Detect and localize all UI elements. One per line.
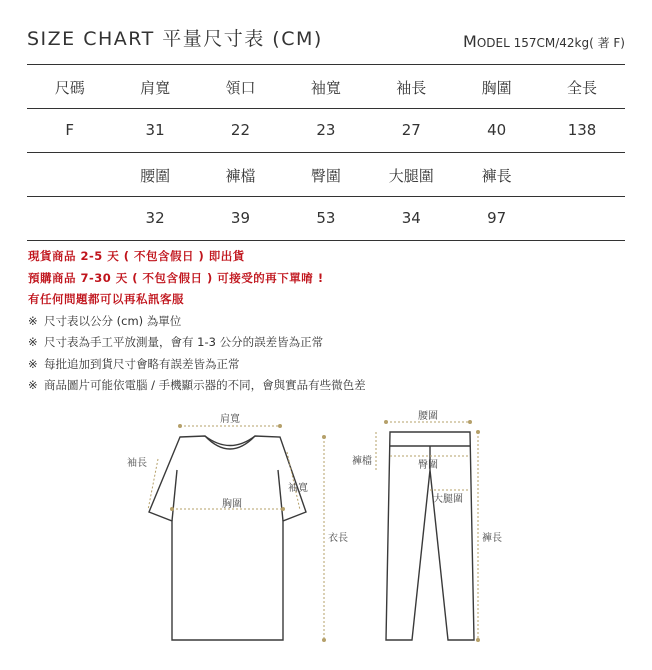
label-shoulder: 肩寬: [220, 414, 240, 425]
note-mark: ※: [28, 313, 38, 328]
label-hip: 臀圍: [418, 460, 438, 471]
note-mark: ※: [28, 335, 38, 349]
note-item-text: 商品圖片可能依電腦 / 手機顯示器的不同，會與實品有些微色差: [44, 378, 366, 392]
label-pants-length: 褲長: [482, 533, 502, 544]
cell-hip: 53: [316, 209, 336, 227]
cell-thigh: 34: [401, 209, 421, 227]
page-title: SIZE CHART 平量尺寸表 (CM): [27, 28, 323, 50]
model-info-initial: M: [463, 32, 477, 51]
header-hip: 臀圍: [310, 166, 341, 185]
cell-size: F: [65, 121, 75, 139]
cell-rise: 39: [230, 209, 251, 227]
note-in-stock: 現貨商品 2-5 天 ( 不包含假日 ) 即出貨: [28, 249, 245, 263]
cell-chest: 40: [487, 121, 507, 139]
note-item-text: 尺寸表以公分 (cm) 為單位: [44, 313, 182, 328]
label-sleeve-length: 袖長: [127, 458, 147, 469]
note-mark: ※: [28, 378, 38, 392]
header-length: 全長: [567, 78, 598, 97]
note-mark: ※: [28, 356, 38, 371]
cell-pants-length: 97: [487, 209, 507, 227]
model-info-text: ODEL 157CM/42kg( 著 F): [476, 36, 625, 50]
label-shirt-length: 衣長: [328, 533, 348, 544]
note-item-text: 尺寸表為手工平放測量，會有 1-3 公分的誤差皆為正常: [44, 335, 324, 349]
cell-sleeve-length: 27: [401, 121, 421, 139]
measurement-guides: [148, 422, 478, 640]
header-sleeve-length: 袖長: [396, 78, 427, 97]
tshirt-illustration: [149, 436, 306, 640]
header-thigh: 大腿圍: [388, 166, 434, 185]
label-thigh: 大腿圍: [433, 494, 463, 505]
header-waist: 腰圍: [140, 166, 171, 185]
header-pants-length: 褲長: [481, 166, 512, 185]
cell-neckline: 22: [230, 121, 251, 139]
cell-sleeve-width: 23: [316, 121, 336, 139]
header-rise: 褲檔: [225, 166, 256, 185]
cell-shoulder: 31: [145, 121, 165, 139]
label-chest: 胸圍: [222, 499, 242, 510]
header-sleeve-width: 袖寬: [310, 78, 341, 97]
measurement-endpoints: [170, 420, 480, 642]
note-item-text: 每批追加到貨尺寸會略有誤差皆為正常: [44, 356, 240, 371]
header-size: 尺碼: [54, 78, 85, 97]
header-shoulder: 肩寬: [140, 78, 171, 97]
cell-waist: 32: [145, 209, 165, 227]
note-contact: 有任何問題都可以再私訊客服: [28, 292, 184, 306]
header-chest: 胸圍: [481, 78, 512, 97]
header-neckline: 領口: [225, 78, 256, 97]
label-rise: 褲檔: [352, 456, 372, 467]
cell-length: 138: [567, 121, 597, 139]
label-sleeve-width: 袖寬: [288, 483, 308, 494]
note-preorder: 預購商品 7-30 天 ( 不包含假日 ) 可接受的再下單唷 !: [28, 270, 324, 285]
label-waist: 腰圍: [418, 411, 438, 422]
